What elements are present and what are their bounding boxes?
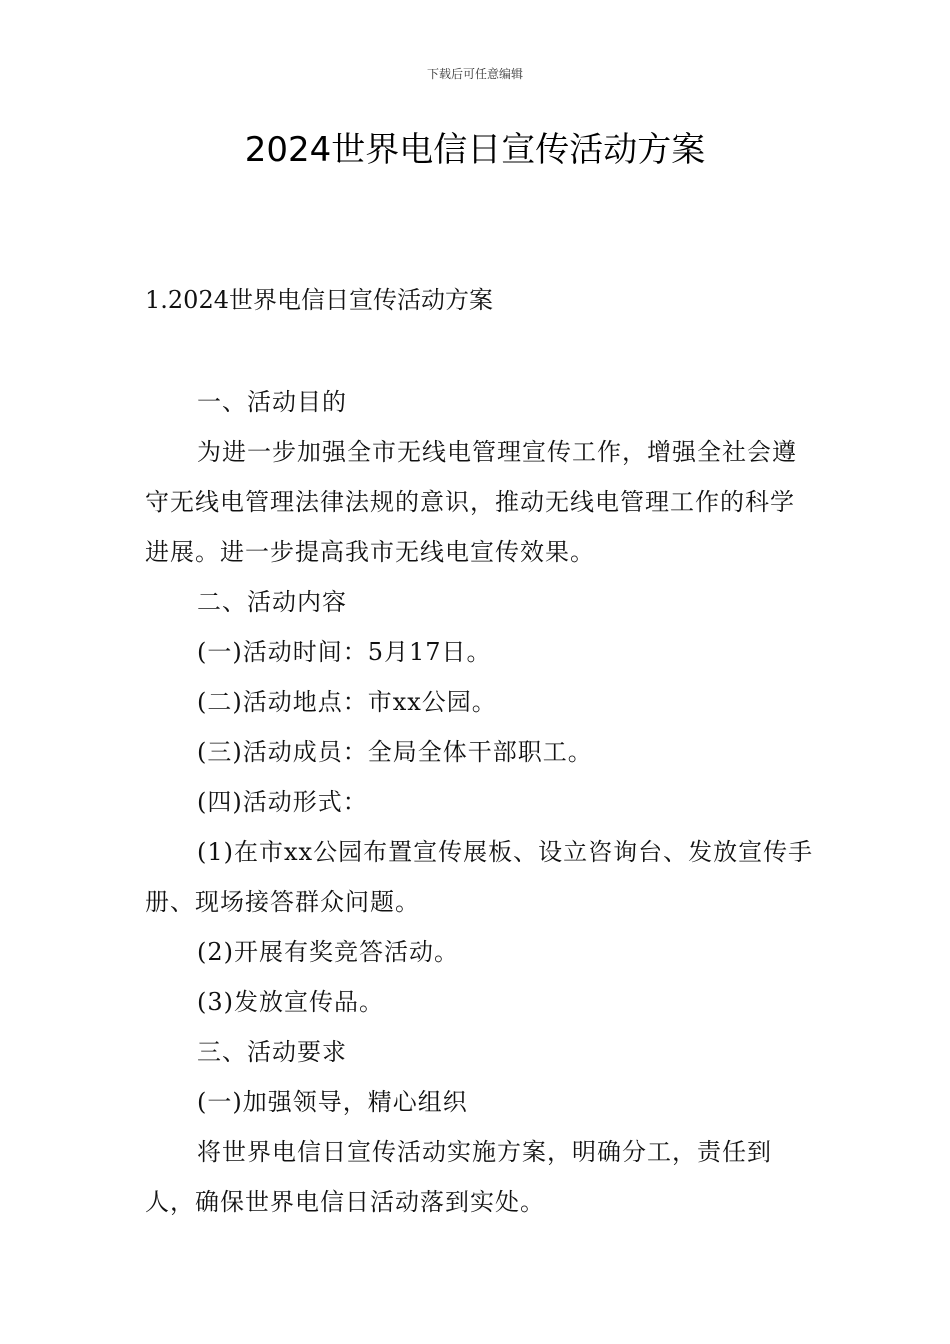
item-members: (三)活动成员：全局全体干部职工。 [197,738,593,766]
format-item-2: (2)开展有奖竞答活动。 [197,938,459,966]
requirement-item-1: (一)加强领导，精心组织 [197,1088,468,1116]
format-item-1: (1)在市xx公园布置宣传展板、设立咨询台、发放宣传手册、现场接答群众问题。 [145,838,814,916]
header-note: 下载后可任意编辑 [426,67,523,81]
item-location: (二)活动地点：市xx公园。 [197,688,497,716]
paragraph-requirement: 将世界电信日宣传活动实施方案，明确分工，责任到人，确保世界电信日活动落到实处。 [145,1138,772,1216]
format-item-3: (3)发放宣传品。 [197,988,384,1016]
heading-content: 二、活动内容 [197,588,347,616]
paragraph-purpose: 为进一步加强全市无线电管理宣传工作，增强全社会遵守无线电管理法律法规的意识，推动无线电管理工作的科学进展。进一步提高我市无线电宣传效果。 [145,438,797,566]
heading-requirements: 三、活动要求 [197,1038,347,1066]
item-time: (一)活动时间：5月17日。 [197,638,492,666]
item-format: (四)活动形式： [197,788,368,816]
heading-purpose: 一、活动目的 [197,388,347,416]
document-title: 2024世界电信日宣传活动方案 [244,130,706,170]
section-heading: 1.2024世界电信日宣传活动方案 [145,286,493,314]
document-body [145,377,815,1227]
